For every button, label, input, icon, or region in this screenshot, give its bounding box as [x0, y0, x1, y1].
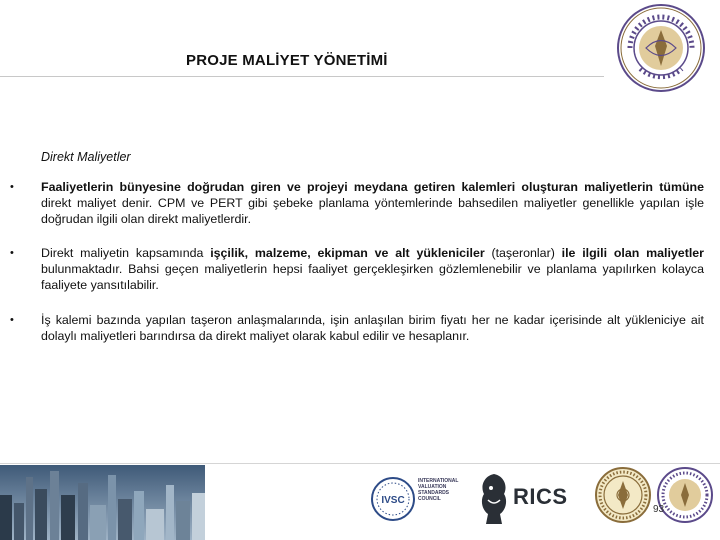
- list-item: [0, 246, 720, 293]
- bullet-text: direkt maliyet denir. CPM ve PERT gibi şebeke planlama yöntemlerinde bahsedilen maliyetler genellikle yapılan işle doğrudan ilgili olan direkt maliyetlerdir.: [41, 195, 704, 226]
- bullet-text: ile ilgili olan maliyetler: [561, 246, 704, 261]
- rics-label: RICS: [513, 484, 568, 509]
- university-seal-icon: [594, 466, 652, 524]
- ankara-university-logo: [616, 3, 706, 93]
- page-title: PROJE MALİYET YÖNETİMİ: [186, 52, 388, 69]
- bullet-text: (taşeronlar): [484, 246, 562, 261]
- ankara-university-seal-icon: [656, 466, 714, 524]
- bullet-text: işçilik, malzeme, ekipman ve alt yükleniciler: [210, 246, 485, 261]
- list-item: [0, 313, 720, 345]
- bullet-text: Faaliyetlerin bünyesine doğrudan giren ve projeyi meydana getiren kalemleri oluşturan maliyetlerin tümüne: [41, 180, 704, 194]
- rics-lion-icon: [476, 470, 512, 528]
- bullet-text: Direkt maliyetin kapsamında: [41, 246, 211, 261]
- list-item: [0, 180, 720, 227]
- title-divider: [0, 76, 604, 77]
- ivsc-council-text: INTERNATIONAL VALUATION STANDARDS COUNCIL: [418, 478, 459, 502]
- ivsc-logo-icon: [370, 476, 416, 522]
- bullet-text: bulunmaktadır. Bahsi geçen maliyetlerin hepsi faaliyet gerçekleşirken gözlemlenebilir ve planlama yapılırken kolayca faaliyete yansıtılabilir.: [41, 262, 704, 292]
- ivsc-label: IVSC: [381, 495, 405, 506]
- footer-divider: [0, 463, 720, 464]
- section-subtitle: Direkt Maliyetler: [41, 150, 131, 164]
- bullet-list: [0, 180, 720, 363]
- page-number: 93: [653, 504, 665, 515]
- bullet-marker: •: [10, 313, 14, 326]
- city-skyline-image: [0, 465, 205, 540]
- bullet-marker: •: [10, 181, 14, 193]
- bullet-marker: •: [10, 247, 14, 260]
- bullet-text: İş kalemi bazında yapılan taşeron anlaşmalarında, işin anlaşılan birim fiyatı her ne kadar içerisinde alt yükleniciye ait dolaylı maliyetleri barındırsa da direkt maliyet olarak kabul edilir ve hesaplanır.: [41, 312, 704, 343]
